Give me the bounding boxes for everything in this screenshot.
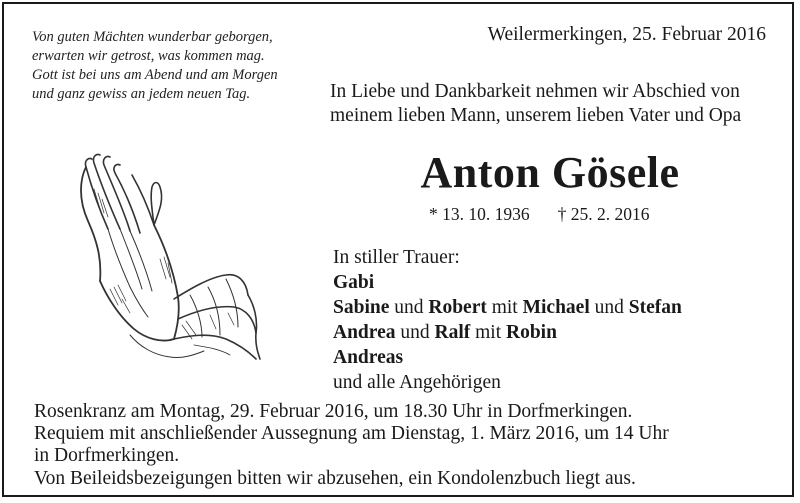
poem-line: Gott ist bei uns am Abend und am Morgen: [32, 67, 278, 83]
mourner-name: Robin: [506, 322, 557, 343]
connector: mit: [470, 322, 506, 343]
service-info: [34, 401, 669, 490]
mourners-list: [333, 245, 682, 395]
place-date: Weilermerkingen, 25. Februar 2016: [487, 24, 766, 45]
connector: mit: [486, 297, 523, 318]
obituary-card: [2, 2, 794, 497]
mourner-line: [333, 295, 682, 320]
connector: und: [395, 322, 435, 343]
intro-line: meinem lieben Mann, unserem lieben Vater und Opa: [330, 105, 742, 126]
life-dates: [429, 204, 678, 225]
service-line: Rosenkranz am Montag, 29. Februar 2016, um 18.30 Uhr in Dorfmerkingen.: [34, 401, 633, 422]
mourner-name: Gabi: [333, 272, 375, 293]
mourners-heading: In stiller Trauer:: [333, 247, 460, 268]
connector: und: [589, 297, 629, 318]
death-date: † 25. 2. 2016: [557, 204, 650, 224]
intro-text: [330, 80, 741, 128]
mourner-name: Robert: [428, 297, 487, 318]
poem-line: Von guten Mächten wunderbar geborgen,: [32, 29, 273, 45]
poem: [32, 28, 322, 104]
service-line: Requiem mit anschließender Aussegnung am Dienstag, 1. März 2016, um 14 Uhr: [34, 423, 669, 445]
mourner-name: Ralf: [434, 322, 471, 343]
mourner-name: Andreas: [333, 347, 404, 368]
mourner-name: Sabine: [333, 297, 390, 318]
mourner-name: Michael: [522, 297, 590, 318]
connector: und: [389, 297, 429, 318]
poem-line: und ganz gewiss an jedem neuen Tag.: [32, 86, 251, 102]
deceased-name: Anton Gösele: [420, 148, 680, 197]
mourner-line: [333, 270, 682, 295]
service-line: in Dorfmerkingen.: [34, 445, 180, 467]
intro-line: In Liebe und Dankbarkeit nehmen wir Abschied von: [330, 81, 740, 102]
mourner-name: Andrea: [333, 322, 396, 343]
mourner-line: [333, 320, 682, 345]
service-line: Von Beileidsbezeigungen bitten wir abzusehen, ein Kondolenzbuch liegt aus.: [34, 467, 636, 489]
mourner-name: Stefan: [628, 297, 682, 318]
mourner-line: [333, 345, 682, 370]
mourners-closing: und alle Angehörigen: [333, 372, 501, 393]
birth-date: * 13. 10. 1936: [429, 204, 530, 224]
praying-hands-icon: [70, 149, 270, 364]
poem-line: erwarten wir getrost, was kommen mag.: [32, 48, 265, 64]
